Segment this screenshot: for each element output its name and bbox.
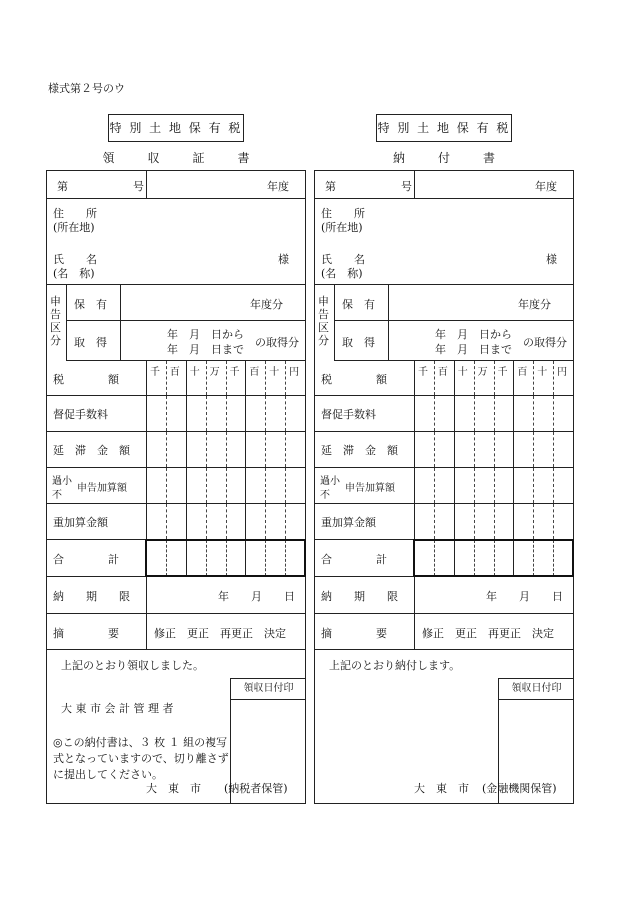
- digit-divider: [553, 432, 554, 467]
- divider: [388, 285, 389, 320]
- form-table: [46, 170, 306, 804]
- digit-divider: [186, 468, 187, 503]
- digit-divider: [226, 432, 227, 467]
- doc-type-char: 証: [192, 151, 205, 165]
- name-sub: (名 称): [53, 267, 95, 280]
- digit-unit: 十: [457, 367, 468, 378]
- acq-from: 年 月 日から: [167, 328, 244, 341]
- digit-divider: [533, 432, 534, 467]
- digit-divider: [186, 504, 187, 539]
- digit-unit: 千: [418, 367, 428, 378]
- digit-unit: 十: [537, 367, 548, 378]
- digit-divider: [226, 504, 227, 539]
- number-label: 第: [325, 180, 336, 193]
- digit-unit: 万: [209, 367, 220, 378]
- digit-divider: [553, 504, 554, 539]
- digit-divider: [206, 432, 207, 467]
- remarks-value: 修正 更正 再更正 決定: [154, 627, 286, 640]
- tax-amount-row: [47, 361, 305, 396]
- digit-divider: [474, 504, 475, 539]
- acquisition-label: 取 得: [74, 336, 107, 349]
- acq-to: 年 月 日まで: [435, 343, 512, 356]
- doc-type-title: [46, 149, 306, 166]
- digit-unit: 百: [249, 367, 260, 378]
- address-label: 住 所: [321, 207, 365, 220]
- total-row: [315, 540, 573, 577]
- number-row: [315, 171, 573, 199]
- divider: [388, 321, 389, 360]
- digit-divider: [533, 396, 534, 431]
- doc-type-title: [314, 149, 574, 166]
- digit-divider: [245, 504, 246, 539]
- digit-divider: [434, 432, 435, 467]
- digit-unit: 千: [150, 367, 160, 378]
- holding-label: 保 有: [342, 298, 375, 311]
- address-label: 住 所: [53, 207, 97, 220]
- amount-grid: [414, 432, 573, 467]
- under-prefix-top: 過小: [52, 476, 72, 487]
- holding-value: 年度分: [250, 298, 283, 311]
- digit-divider: [494, 504, 495, 539]
- acq-from: 年 月 日から: [435, 328, 512, 341]
- digit-divider: [166, 396, 167, 431]
- digit-divider: [245, 468, 246, 503]
- digit-divider: [434, 396, 435, 431]
- divider: [414, 171, 415, 198]
- holding-label: 保 有: [74, 298, 107, 311]
- digit-divider: [245, 396, 246, 431]
- digit-divider: [513, 504, 514, 539]
- stamp-title: 領収日付印: [499, 679, 574, 700]
- digit-units: [414, 361, 573, 395]
- doc-type-char: 納: [392, 151, 405, 165]
- deadline-row: [315, 577, 573, 614]
- digit-divider: [226, 468, 227, 503]
- digit-divider: [245, 432, 246, 467]
- total-box: [145, 539, 306, 577]
- digit-divider: [513, 432, 514, 467]
- remarks-label: 摘 要: [53, 627, 119, 640]
- number-label: 第: [57, 180, 68, 193]
- divider: [120, 321, 121, 360]
- digit-divider: [474, 468, 475, 503]
- heavy-penalty-row: [315, 504, 573, 540]
- divider: [414, 577, 415, 613]
- tax-amount-row: [315, 361, 573, 396]
- acquisition-row: [47, 321, 305, 361]
- digit-divider: [285, 396, 286, 431]
- under-prefix-bottom: 不: [52, 490, 62, 501]
- digit-divider: [454, 396, 455, 431]
- tax-title: 特 別 土 地 保 有 税: [108, 114, 244, 142]
- holding-row: [47, 285, 305, 321]
- digit-unit: 百: [169, 367, 180, 378]
- late-fee-row: [315, 432, 573, 468]
- digit-divider: [474, 396, 475, 431]
- digit-unit: 十: [189, 367, 200, 378]
- digit-unit: 円: [289, 367, 300, 378]
- deadline-label: 納 期 限: [53, 590, 130, 603]
- footer-keeper: (納税者保管): [224, 782, 288, 795]
- digit-divider: [206, 504, 207, 539]
- divider: [146, 171, 147, 198]
- divider: [146, 577, 147, 613]
- remarks-row: [315, 614, 573, 650]
- late-fee-row-label: 延 滞 金 額: [53, 444, 130, 457]
- under-label: 申告加算額: [345, 483, 395, 494]
- name-label: 氏 名: [53, 253, 97, 266]
- digit-divider: [285, 504, 286, 539]
- amount-grid: [414, 396, 573, 431]
- digit-divider: [166, 468, 167, 503]
- copy-note: ◎この納付書は、３ 枚 １ 組の複写式となっていますので、切り離さずに提出してください。: [53, 736, 229, 781]
- heavy-penalty-row-label: 重加算金額: [321, 516, 376, 529]
- digit-divider: [494, 432, 495, 467]
- form-label: 様式第２号のウ: [48, 82, 125, 95]
- digit-unit: 百: [517, 367, 528, 378]
- holding-row: [315, 285, 573, 321]
- total-box: [413, 539, 574, 577]
- tax-amount-row-label: 税 額: [321, 372, 387, 386]
- accounting-manager: 大 東 市 会 計 管 理 者: [61, 702, 174, 715]
- total-row: [47, 540, 305, 577]
- address-sub: (所在地): [53, 221, 95, 234]
- digit-divider: [553, 468, 554, 503]
- address-sub: (所在地): [321, 221, 363, 234]
- amount-grid: [146, 432, 305, 467]
- digit-divider: [513, 396, 514, 431]
- stamp-title: 領収日付印: [231, 679, 306, 700]
- doc-type-char: 収: [147, 151, 160, 165]
- amount-grid: [414, 468, 573, 503]
- amount-grid: [146, 396, 305, 431]
- amount-grid: [414, 504, 573, 539]
- digit-divider: [553, 396, 554, 431]
- digit-divider: [186, 396, 187, 431]
- remarks-value: 修正 更正 再更正 決定: [422, 627, 554, 640]
- under-prefix-bottom: 不: [320, 490, 330, 501]
- under-report-row: [47, 468, 305, 504]
- digit-divider: [166, 504, 167, 539]
- digit-divider: [265, 504, 266, 539]
- dunning-fee-row-label: 督促手数料: [53, 408, 108, 421]
- digit-divider: [206, 468, 207, 503]
- digit-unit: 百: [437, 367, 448, 378]
- acq-to: 年 月 日まで: [167, 343, 244, 356]
- doc-type-char: 書: [237, 151, 250, 165]
- doc-type-char: 付: [437, 151, 450, 165]
- footer-city: 大 東 市: [414, 782, 469, 795]
- digit-units: [146, 361, 305, 395]
- number-row: [47, 171, 305, 199]
- category-cell: [47, 285, 67, 361]
- under-report-row: [315, 468, 573, 504]
- digit-unit: 円: [557, 367, 568, 378]
- category-cell: [315, 285, 335, 361]
- deadline-row: [47, 577, 305, 614]
- digit-divider: [285, 432, 286, 467]
- digit-divider: [494, 468, 495, 503]
- category-label: 申告区分: [318, 295, 329, 347]
- honorific-sama: 様: [278, 253, 289, 266]
- amount-grid: [146, 504, 305, 539]
- footer-keeper: (金融機関保管): [482, 782, 557, 795]
- digit-divider: [454, 504, 455, 539]
- late-fee-row: [47, 432, 305, 468]
- digit-divider: [474, 432, 475, 467]
- receipt-slip: [46, 114, 306, 804]
- name-label: 氏 名: [321, 253, 365, 266]
- amount-grid: [146, 468, 305, 503]
- heavy-penalty-row: [47, 504, 305, 540]
- digit-unit: 万: [477, 367, 488, 378]
- address-name-row: [47, 199, 305, 285]
- digit-divider: [454, 468, 455, 503]
- digit-unit: 十: [269, 367, 280, 378]
- form-table: [314, 170, 574, 804]
- dunning-fee-row: [47, 396, 305, 432]
- deadline-label: 納 期 限: [321, 590, 398, 603]
- digit-unit: 千: [497, 367, 508, 378]
- category-label: 申告区分: [50, 295, 61, 347]
- under-label: 申告加算額: [77, 483, 127, 494]
- digit-divider: [434, 504, 435, 539]
- late-fee-row-label: 延 滞 金 額: [321, 444, 398, 457]
- digit-divider: [434, 468, 435, 503]
- heavy-penalty-row-label: 重加算金額: [53, 516, 108, 529]
- deadline-value: 年 月 日: [218, 590, 295, 603]
- digit-divider: [285, 468, 286, 503]
- under-prefix-top: 過小: [320, 476, 340, 487]
- remarks-label: 摘 要: [321, 627, 387, 640]
- digit-divider: [265, 432, 266, 467]
- total-row-label: 合 計: [53, 552, 119, 566]
- name-sub: (名 称): [321, 267, 363, 280]
- dunning-fee-row: [315, 396, 573, 432]
- acq-suffix: の取得分: [523, 336, 567, 349]
- deadline-value: 年 月 日: [486, 590, 563, 603]
- year-label: 年度: [535, 180, 557, 193]
- doc-type-char: 領: [102, 151, 115, 165]
- address-name-row: [315, 199, 573, 285]
- digit-divider: [533, 468, 534, 503]
- year-label: 年度: [267, 180, 289, 193]
- digit-divider: [186, 432, 187, 467]
- digit-unit: 千: [229, 367, 240, 378]
- doc-type-char: 書: [482, 151, 495, 165]
- divider: [414, 614, 415, 649]
- tax-amount-row-label: 税 額: [53, 372, 119, 386]
- total-row-label: 合 計: [321, 552, 387, 566]
- digit-divider: [166, 432, 167, 467]
- acq-suffix: の取得分: [255, 336, 299, 349]
- footer-city: 大 東 市: [146, 782, 201, 795]
- receipt-text: 上記のとおり領収しました。: [61, 659, 204, 672]
- digit-divider: [494, 396, 495, 431]
- tax-title: 特 別 土 地 保 有 税: [376, 114, 512, 142]
- dunning-fee-row-label: 督促手数料: [321, 408, 376, 421]
- payment-slip: [314, 114, 574, 804]
- number-suffix: 号: [133, 180, 144, 193]
- divider: [146, 614, 147, 649]
- digit-divider: [454, 432, 455, 467]
- digit-divider: [206, 396, 207, 431]
- holding-value: 年度分: [518, 298, 551, 311]
- remarks-row: [47, 614, 305, 650]
- digit-divider: [265, 396, 266, 431]
- digit-divider: [513, 468, 514, 503]
- acquisition-label: 取 得: [342, 336, 375, 349]
- honorific-sama: 様: [546, 253, 557, 266]
- divider: [120, 285, 121, 320]
- number-suffix: 号: [401, 180, 412, 193]
- acquisition-row: [315, 321, 573, 361]
- digit-divider: [226, 396, 227, 431]
- digit-divider: [533, 504, 534, 539]
- receipt-text: 上記のとおり納付します。: [329, 659, 461, 672]
- digit-divider: [265, 468, 266, 503]
